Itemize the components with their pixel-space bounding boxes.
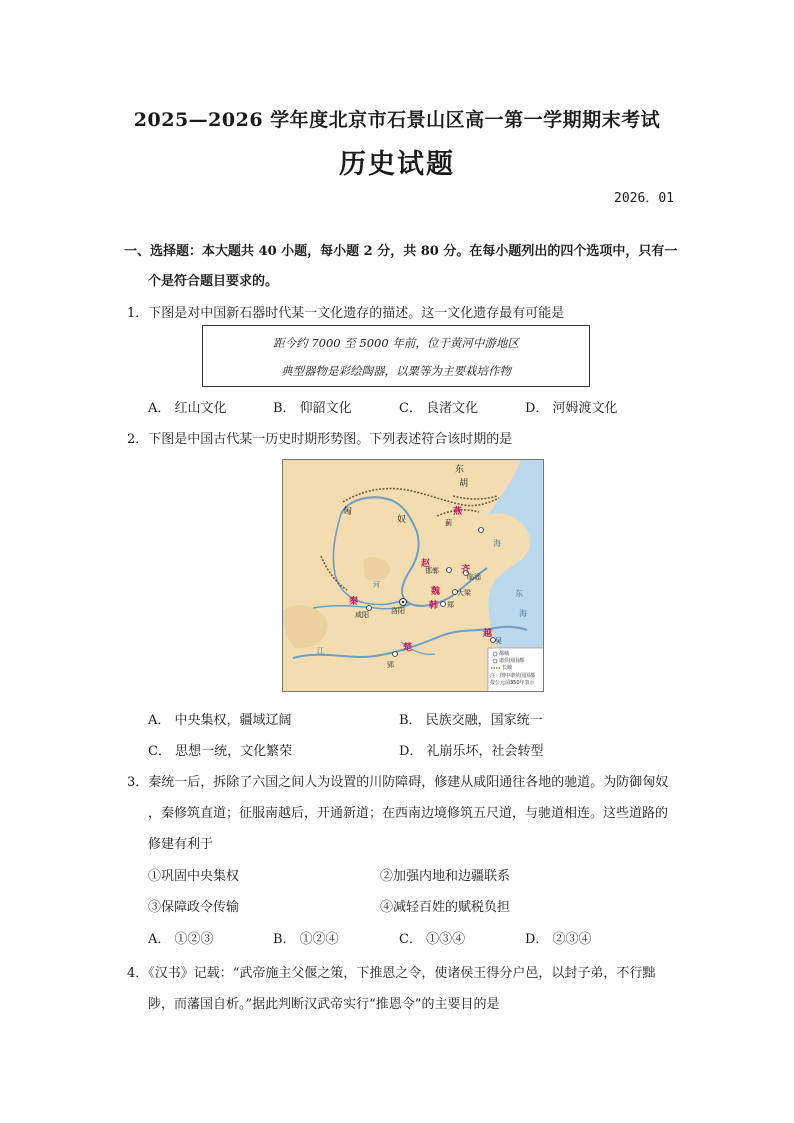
map-label-yue: 越: [483, 629, 493, 639]
exam-date: 2026．01: [614, 191, 674, 206]
q4-stem-line2: 陟，而藩国自析。”据此判断汉武帝实行“推恩令”的主要目的是: [148, 997, 500, 1012]
map-label-river-he: 河: [373, 581, 380, 589]
q1-option-a[interactable]: A． 红山文化: [148, 401, 227, 416]
q1-option-c[interactable]: C． 良渚文化: [399, 401, 479, 416]
warring-states-map: [282, 459, 544, 692]
q1-option-d[interactable]: D． 河姆渡文化: [525, 401, 618, 416]
q3-item-2: ②加强内地和边疆联系: [380, 869, 511, 884]
exam-title: 2025—2026 学年度北京市石景山区高一第一学期期末考试: [133, 109, 661, 131]
map-label-donghu-2: 胡: [459, 479, 469, 489]
map-label-handan: 邯郸: [425, 567, 439, 575]
map-legend-note: 注：图中诸侯国国都: [490, 673, 536, 679]
q3-item-3: ③保障政令传输: [148, 900, 240, 915]
q3-stem-line1: 3．秦统一后，拆除了六国之间人为设置的川防障碍，修建从咸阳通往各地的驰道。为防御匈奴: [127, 775, 669, 790]
q2-option-b[interactable]: B． 民族交融，国家统一: [399, 713, 543, 728]
map-legend-capital: 都城: [499, 651, 510, 657]
map-label-donghu-1: 东: [455, 465, 465, 475]
map-label-chu: 楚: [403, 643, 413, 653]
q2-option-a[interactable]: A． 中央集权，疆域辽阔: [148, 713, 292, 728]
map-label-zheng: 郑: [447, 601, 454, 609]
map-label-daliang: 大梁: [457, 589, 471, 597]
q3-item-4: ④减轻百姓的赋税负担: [380, 900, 511, 915]
q1-stem: 1．下图是对中国新石器时代某一文化遗存的描述。这一文化遗存最有可能是: [127, 306, 565, 321]
q3-option-a[interactable]: A． ①②③: [148, 932, 214, 947]
q4-stem-line1: 4．《汉书》记载：“武帝施主父偃之策，下推恩之令，使诸侯王得分户邑，以封子弟，不行黜: [127, 966, 656, 981]
exam-subtitle: 历史试题: [339, 149, 455, 180]
q3-stem-line3: 修建有利于: [148, 837, 214, 852]
map-label-luoyang: 洛阳: [391, 607, 405, 615]
section-instruction-line1: 一、选择题：本大题共 40 小题，每小题 2 分，共 80 分。在每小题列出的四个选项中，只有一: [124, 244, 678, 259]
map-label-han: 韩: [429, 601, 439, 611]
map-label-xiongnu-1: 匈: [343, 507, 353, 517]
map-label-linzi: 临淄: [467, 573, 481, 581]
map-label-xianyang: 咸阳: [355, 611, 369, 619]
map-label-ying: 郢: [387, 661, 394, 669]
q3-stem-line2: ，秦修筑直道；征服南越后，开通新道；在西南边境修筑五尺道，与驰道相连。这些道路的: [148, 806, 669, 821]
q3-option-c[interactable]: C． ①③④: [399, 932, 466, 947]
map-label-yan: 燕: [453, 507, 463, 517]
q2-stem: 2．下图是中国古代某一历史时期形势图。下列表述符合该时期的是: [127, 432, 513, 447]
q2-option-c[interactable]: C． 思想一统，文化繁荣: [148, 744, 293, 759]
q2-option-d[interactable]: D． 礼崩乐坏，社会转型: [399, 744, 544, 759]
map-label-qi: 齐: [461, 565, 471, 575]
q3-item-1: ①巩固中央集权: [148, 869, 240, 884]
map-label-wu: 吴: [495, 637, 502, 645]
map-label-xiongnu-2: 奴: [397, 515, 407, 525]
map-label-sea-1: 海: [493, 539, 501, 548]
map-label-zhao: 赵: [421, 559, 431, 569]
q3-option-d[interactable]: D． ②③④: [525, 932, 592, 947]
q1-box-line2: 典型器物是彩绘陶器，以粟等为主要栽培作物: [281, 364, 511, 378]
q3-option-b[interactable]: B． ①②④: [273, 932, 339, 947]
q1-description-box: [202, 325, 590, 387]
map-legend-note2: 按公元前350年表示: [490, 680, 535, 686]
map-legend-state-capital: 诸侯国国都: [499, 658, 525, 664]
map-label-wei: 魏: [431, 587, 441, 597]
map-label-ji: 蓟: [445, 519, 452, 527]
map-label-river-jiang: 江: [317, 647, 324, 655]
map-label-qin: 秦: [349, 597, 359, 607]
map-label-sea-3: 海: [519, 609, 527, 618]
q1-option-b[interactable]: B． 仰韶文化: [273, 401, 352, 416]
map-legend-wall: 长城: [502, 665, 513, 671]
q1-box-line1: 距今约 7000 至 5000 年前，位于黄河中游地区: [273, 336, 519, 350]
map-label-sea-2: 东: [515, 589, 523, 598]
section-instruction-line2: 个是符合题目要求的。: [148, 274, 279, 289]
